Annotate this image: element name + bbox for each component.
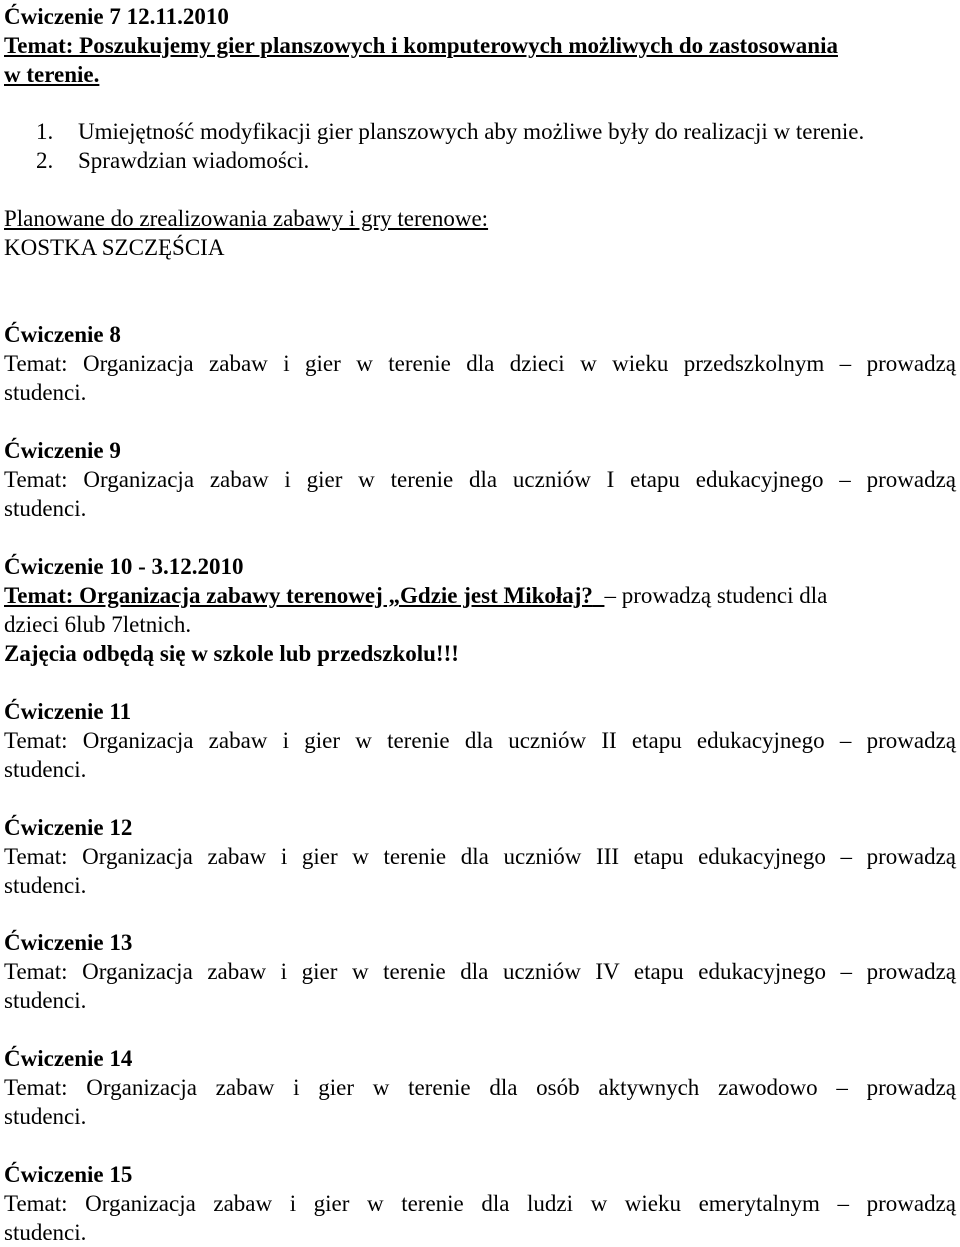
list-item-number: 2. <box>36 148 54 173</box>
exercise-7-topic-line2: w terenie. <box>4 62 100 87</box>
exercise-topic: Temat: Organizacja zabaw i gier w terenie dla uczniów IV etapu edukacyjnego – prowadzą <box>4 959 956 984</box>
exercise-15 <box>4 1160 956 1247</box>
exercise-header: Ćwiczenie 15 <box>4 1162 133 1187</box>
exercise-header: Ćwiczenie 11 <box>4 699 132 724</box>
exercise-topic: Temat: Organizacja zabaw i gier w terenie dla osób aktywnych zawodowo – prowadzą <box>4 1075 956 1100</box>
planned-games <box>4 204 956 262</box>
exercise-7-list <box>36 117 864 175</box>
exercise-header: Ćwiczenie 14 <box>4 1046 133 1071</box>
exercise-topic <box>4 581 956 610</box>
list-item <box>36 146 864 175</box>
exercise-header: Ćwiczenie 10 - 3.12.2010 <box>4 554 244 579</box>
exercise-7 <box>4 2 956 89</box>
exercise-9 <box>4 436 956 523</box>
exercise-12 <box>4 813 956 900</box>
exercise-header: Ćwiczenie 8 <box>4 322 121 347</box>
exercise-topic-cont: studenci. <box>4 496 87 521</box>
exercise-10-topic-rest: – prowadzą studenci dla <box>604 583 828 608</box>
exercise-topic: Temat: Organizacja zabaw i gier w terenie dla uczniów III etapu edukacyjnego – prowadzą <box>4 844 956 869</box>
exercise-10 <box>4 552 956 668</box>
planned-game-title: KOSTKA SZCZĘŚCIA <box>4 235 225 260</box>
exercise-8 <box>4 320 956 407</box>
exercise-10-note: Zajęcia odbędą się w szkole lub przedszkolu!!! <box>4 641 459 666</box>
list-item <box>36 117 864 146</box>
exercise-topic-cont: studenci. <box>4 380 87 405</box>
exercise-14 <box>4 1044 956 1131</box>
list-item-text: Sprawdzian wiadomości. <box>78 148 310 173</box>
exercise-header: Ćwiczenie 9 <box>4 438 121 463</box>
exercise-11 <box>4 697 956 784</box>
exercise-topic-cont: studenci. <box>4 1220 87 1245</box>
exercise-topic-cont: studenci. <box>4 988 87 1013</box>
exercise-topic: Temat: Organizacja zabaw i gier w terenie dla dzieci w wieku przedszkolnym – prowadzą <box>4 351 956 376</box>
planned-games-label: Planowane do zrealizowania zabawy i gry terenowe: <box>4 206 489 231</box>
exercise-7-topic-line1: Temat: Poszukujemy gier planszowych i komputerowych możliwych do zastosowania <box>4 33 838 58</box>
exercise-topic: Temat: Organizacja zabaw i gier w terenie dla uczniów II etapu edukacyjnego – prowadzą <box>4 728 956 753</box>
exercise-topic-cont: studenci. <box>4 873 87 898</box>
exercise-header: Ćwiczenie 13 <box>4 930 133 955</box>
list-item-number: 1. <box>36 119 54 144</box>
exercise-topic: Temat: Organizacja zabaw i gier w terenie dla uczniów I etapu edukacyjnego – prowadzą <box>4 467 956 492</box>
exercise-7-header: Ćwiczenie 7 12.11.2010 <box>4 4 229 29</box>
exercise-topic: Temat: Organizacja zabaw i gier w terenie dla ludzi w wieku emerytalnym – prowadzą <box>4 1191 956 1216</box>
exercise-topic-cont: studenci. <box>4 757 87 782</box>
exercise-header: Ćwiczenie 12 <box>4 815 133 840</box>
exercise-10-topic-bold: Temat: Organizacja zabawy terenowej „Gdzie jest Mikołaj? <box>4 583 593 608</box>
exercise-topic-cont: studenci. <box>4 1104 87 1129</box>
exercise-topic-cont: dzieci 6lub 7letnich. <box>4 612 192 637</box>
list-item-text: Umiejętność modyfikacji gier planszowych aby możliwe były do realizacji w terenie. <box>78 119 865 144</box>
exercise-13 <box>4 928 956 1015</box>
